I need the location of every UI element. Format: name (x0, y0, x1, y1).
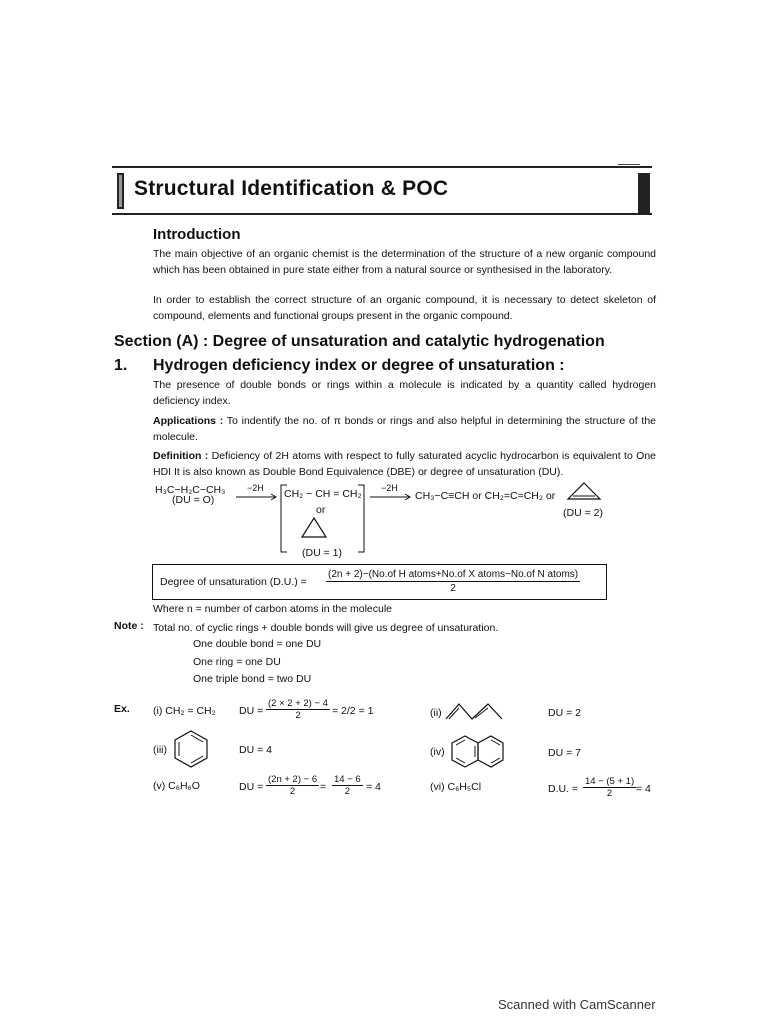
example-ii-du: DU = 2 (548, 707, 581, 719)
benzene-structure (172, 730, 210, 768)
header-rule-small (618, 164, 640, 165)
note-triple-bond: One triple bond = two DU (193, 673, 312, 685)
example-v-numerator-1: (2n + 2) − 6 (268, 774, 318, 785)
example-iii-label: (iii) (153, 744, 167, 756)
scheme-end-du: (DU = 2) (563, 507, 603, 519)
example-i-numerator: (2 × 2 + 2) − 4 (268, 698, 328, 709)
header-rule-top (112, 166, 652, 168)
note-label: Note : (114, 620, 144, 632)
example-i-denominator: 2 (295, 710, 301, 721)
item-heading: Hydrogen deficiency index or degree of unsaturation : (153, 357, 565, 374)
cyclopropane-structure (301, 517, 327, 539)
scheme-or: or (316, 504, 326, 516)
item-number: 1. (114, 357, 128, 374)
applications-label: Applications : (153, 415, 224, 427)
scheme-end-products: CH₃−C≡CH or CH₂=C=CH₂ or (415, 490, 556, 502)
intro-paragraph-1: The main objective of an organic chemist is the determination of the structure of a new organic compound which has been obtained in pure state either from a natural source or synthesised in the laboratory. (153, 248, 656, 276)
formula-label: Degree of unsaturation (D.U.) = (160, 576, 307, 588)
scheme-arrow2-label: −2H (381, 483, 398, 493)
header-right-bar (638, 173, 650, 214)
example-ii-label: (ii) (430, 707, 442, 719)
example-v-label: (v) C₆H₆O (153, 780, 200, 792)
section-a-heading: Section (A) : Degree of unsaturation and catalytic hydrogenation (114, 333, 605, 350)
example-iii-du: DU = 4 (239, 744, 272, 756)
formula-fraction (326, 568, 580, 595)
definition-paragraph (153, 449, 656, 480)
example-vi-result: = 4 (636, 783, 651, 795)
formula-numerator: (2n + 2)−(No.of H atoms+No.of X atoms−No.of N atoms) (328, 569, 579, 580)
presence-paragraph: The presence of double bonds or rings within a molecule is indicated by a quantity called hydrogen deficiency index. (153, 379, 656, 407)
example-vi-numerator: 14 − (5 + 1) (585, 776, 635, 787)
note-double-bond: One double bond = one DU (193, 638, 322, 650)
butadiene-structure (444, 700, 506, 722)
definition-label: Definition : (153, 450, 209, 462)
scheme-arrow1 (236, 493, 278, 501)
example-i-label: (i) CH₂ = CH₂ (153, 705, 216, 717)
example-vi-label: (vi) C₆H₅Cl (430, 781, 482, 793)
example-v-numerator-2: 14 − 6 (334, 774, 361, 785)
scheme-propene: CH₂ − CH = CH₂ (284, 488, 362, 500)
cyclopropene-structure (566, 482, 602, 502)
example-iv-label: (iv) (430, 746, 445, 758)
applications-text: To indentify the no. of π bonds or rings and also helpful in determining the structure of the molecule. (153, 415, 656, 443)
example-v-equals: = (320, 781, 327, 793)
example-i-du: DU = (239, 705, 264, 717)
intro-heading: Introduction (153, 226, 241, 243)
example-i-fraction (266, 698, 330, 721)
definition-text: Deficiency of 2H atoms with respect to fully saturated acyclic hydrocarbon is equivalent to One HDI It is also known as Double Bond Equivalence (DBE) or degree of unsaturation (DU). (153, 450, 656, 478)
example-v-denominator-1: 2 (289, 786, 296, 797)
formula-where: Where n = number of carbon atoms in the molecule (153, 603, 392, 615)
intro-paragraph-2: In order to establish the correct structure of an organic compound, it is necessary to detect skeleton of compound, elements and functional groups present in the organic compound. (153, 294, 656, 322)
example-v-du: DU = (239, 781, 264, 793)
example-vi-denominator: 2 (606, 788, 613, 799)
formula-denominator: 2 (450, 583, 456, 594)
naphthalene-structure (450, 735, 504, 769)
example-v-fraction-2 (332, 774, 363, 797)
scheme-arrow2 (370, 493, 412, 501)
examples-label: Ex. (114, 703, 130, 715)
example-v-fraction-1 (266, 774, 319, 797)
scheme-mid-du: (DU = 1) (302, 547, 342, 559)
page-title: Structural Identification & POC (134, 177, 449, 200)
header-rule-bottom (112, 213, 652, 215)
applications-paragraph (153, 414, 656, 445)
scheme-arrow1-label: −2H (247, 483, 264, 493)
note-ring: One ring = one DU (193, 656, 281, 668)
scanner-watermark: Scanned with CamScanner (498, 997, 656, 1012)
example-v-denominator-2: 2 (344, 786, 350, 797)
scheme-propane: H₃C−H₂C−CH₃ (155, 484, 226, 496)
example-vi-du: D.U. = (548, 783, 579, 795)
example-i-result: = 2/2 = 1 (332, 705, 374, 717)
example-vi-fraction (583, 776, 636, 799)
scheme-propane-du: (DU = O) (172, 494, 215, 506)
note-text: Total no. of cyclic rings + double bonds will give us degree of unsaturation. (153, 622, 499, 634)
example-iv-du: DU = 7 (548, 747, 581, 759)
example-v-result: = 4 (366, 781, 381, 793)
header-left-bar (117, 173, 124, 209)
